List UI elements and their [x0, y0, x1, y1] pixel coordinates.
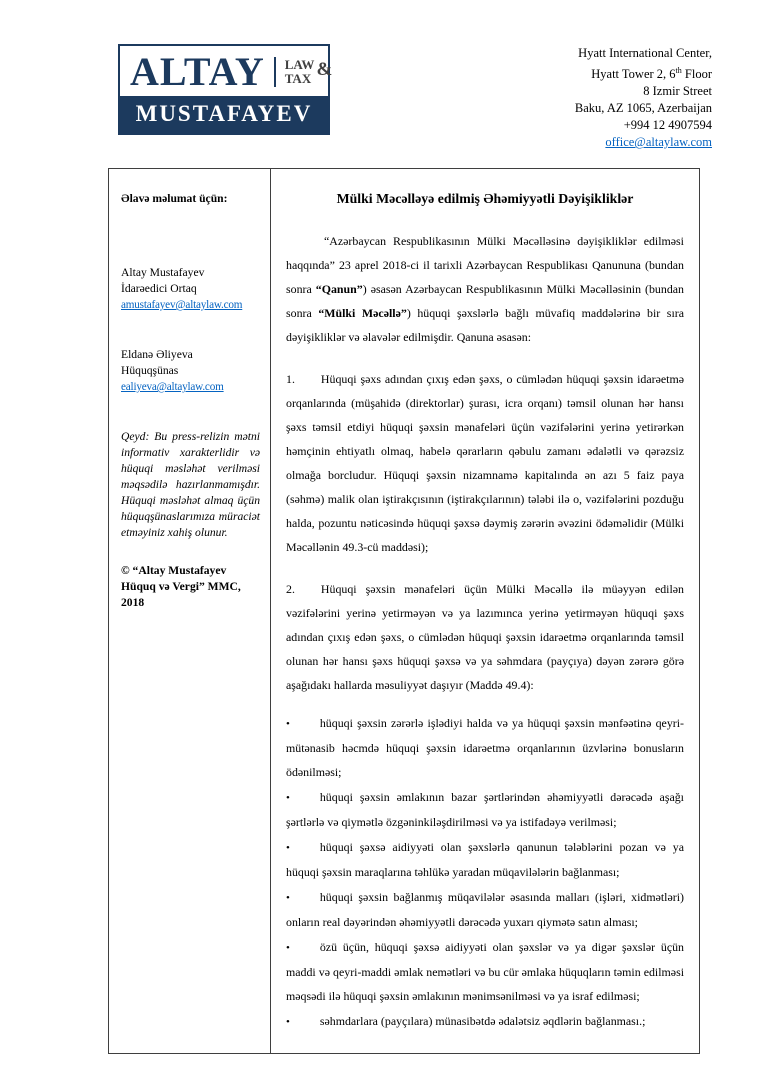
address-phone: +994 12 4907594 [623, 118, 712, 133]
contact-name: Altay Mustafayev [121, 266, 205, 279]
address-line-4: Baku, AZ 1065, Azerbaijan [574, 101, 712, 116]
logo-tax-text: TAX [284, 71, 312, 86]
article-title: Mülki Məcəlləyə edilmiş Əhəmiyyətli Dəyişikliklər [336, 191, 634, 206]
logo-ampersand: & [316, 59, 333, 80]
bullet-item [286, 785, 684, 834]
bullet-text: hüquqi şəxsin bağlanmış müqavilələr əsasında malları (işləri, xidmətləri) onların real dəyərindən əhəmiyyətli dərəcədə yuxarı qiymətə satın alması; [286, 890, 684, 929]
logo-top-row [120, 46, 333, 96]
contact-sidebar [109, 169, 271, 1053]
item-number: 1. [286, 372, 295, 386]
article-body [271, 169, 699, 1053]
contact-title: Hüquqşünas [121, 364, 179, 377]
intro-paragraph: “Azərbaycan Respublikasının Mülki Məcəlləsinə dəyişikliklər edilməsi haqqında” 23 aprel 2018-ci il tarixli Azərbaycan Respublikası Qanununa (bundan sonra “Qanun”) əsasən Azərbaycan Respublikasının Mülki Məcəlləsinin (bundan sonra “Mülki Məcəllə”) hüquqi şəxslərlə bağlı müvafiq maddələrinə bir sıra dəyişikliklər və əlavələr edilmişdir. Qanuna əsasən: [286, 234, 684, 344]
contact-email-link[interactable]: ealiyeva@altaylaw.com [121, 381, 224, 393]
numbered-item-1 [286, 367, 684, 559]
contact-name: Eldanə Əliyeva [121, 348, 193, 361]
bullet-icon: • [286, 1016, 290, 1028]
contact-title: İdarəedici Ortaq [121, 282, 197, 295]
bullet-icon: • [286, 718, 290, 730]
bullet-icon: • [286, 792, 290, 804]
address-line-1: Hyatt International Center, [578, 46, 712, 60]
logo-law-text: LAW [284, 57, 315, 72]
bullet-icon: • [286, 942, 290, 954]
item-text: Hüquqi şəxsin mənafeləri üçün Mülki Məcəllə ilə müəyyən edilən vəzifələrini yerinə yetirməyən və ya lazımınca yerinə yetirməyən hüquqi şəxs adından çıxış edən şəxs, o cümlədən hüquqi şəxsin idarəetmə orqanlarında təmsil olunan hər hansı şəxs hüquqi şəxsə və ya səhmdara (payçıya) dəyən zərərə görə aşağıdakı hallarda məsuliyyət daşıyır (Maddə 49.4): [286, 582, 684, 692]
address-line-2: Hyatt Tower 2, 6th Floor [591, 66, 712, 82]
bullet-text: hüquqi şəxsin əmlakının bazar şərtlərindən əhəmiyyətli dərəcədə aşağı şərtlərlə və qiymətlə özgəninkiləşdirilməsi və ya istifadəyə verilməsi; [286, 790, 684, 829]
bullet-item [286, 835, 684, 884]
disclaimer-note: Qeyd: Bu press-relizin mətni informativ xarakterlidir və hüquqi məsləhət verilməsi məqsədilə hazırlanmamışdır. Hüquqi məsləhət almaq üçün hüquqşünaslarımıza müraciət etməyiniz xahiş olunur. [121, 430, 260, 539]
copyright-notice: © “Altay Mustafayev Hüquq və Vergi” MMC, 2018 [121, 564, 241, 609]
logo-mustafayev-text: MUSTAFAYEV [120, 96, 328, 133]
contact-block-2 [121, 347, 260, 395]
item-text: Hüquqi şəxs adından çıxış edən şəxs, o cümlədən hüquqi şəxsin idarəetmə orqanlarında (müşahidə (direktorlar) şurası, icra orqanı) təmsil olunan hər hansı şəxs təmsil etdiyi hüquqi şəxsin mənafeləri üçün vəzifələrini yerinə yetirərkən həmçinin ehtiyatlı olmaq, habelə qərarların qəbulu zamanı ədalətli və qərəzsiz olmağa borcludur. Hüquqi şəxsin nizamnamə kapitalında ən azı 5 faiz paya (səhmə) malik olan iştirakçısının (iştirakçılarının) tələbi ilə o, vəzifələrini pozduğu halda, pozuntu nəticəsində hüquqi şəxsə dəymiş zərərin əvəzini ödəməlidir (Mülki Məcəllənin 49.3-cü maddəsi); [286, 372, 684, 554]
address-line-3: 8 Izmir Street [643, 84, 712, 99]
defined-term-qanun: “Qanun” [315, 282, 363, 296]
contact-email-link[interactable]: amustafayev@altaylaw.com [121, 299, 243, 311]
logo-altay-text: ALTAY [130, 49, 265, 94]
header-address [575, 45, 712, 151]
bullet-icon: • [286, 892, 290, 904]
bullet-item [286, 935, 684, 1008]
logo-lawtax-block [274, 57, 333, 87]
sidebar-heading: Əlavə məlumat üçün: [121, 192, 228, 205]
bullet-item [286, 885, 684, 934]
item-number: 2. [286, 582, 295, 596]
bullet-item [286, 711, 684, 784]
bullet-item [286, 1009, 684, 1034]
contact-block-1 [121, 265, 260, 313]
company-logo [118, 44, 333, 135]
bullet-icon: • [286, 842, 290, 854]
bullet-text: hüquqi şəxsə aidiyyəti olan şəxslərlə qanunun tələblərini pozan və ya hüquqi şəxsin maraqlarına təhlükə yaradan müqavilələrin bağlanması; [286, 840, 684, 879]
bullet-text: səhmdarlara (payçılara) münasibətdə ədalətsiz əqdlərin bağlanması.; [319, 1014, 646, 1028]
office-email-link[interactable]: office@altaylaw.com [605, 135, 712, 150]
press-release-table [108, 168, 700, 1054]
bullet-list [286, 711, 684, 1034]
bullet-text: özü üçün, hüquqi şəxsə aidiyyəti olan şəxslər və ya digər şəxslər üçün maddi və qeyri-maddi əmlak nemətləri və bu cür əmlaka hüquqların təmin edilməsi məqsədi ilə hüquqi şəxsin əmlakının mənimsənilməsi və ya israf edilməsi; [286, 940, 684, 1003]
bullet-text: hüquqi şəxsin zərərlə işlədiyi halda və ya hüquqi şəxsin mənfəətinə qeyri-mütənasib həcmdə hüquqi şəxsin idarəetmə orqanlarının üzvlərinə bonusların ödənilməsi; [286, 716, 684, 779]
defined-term-mulki-mecelle: “Mülki Məcəllə” [318, 306, 407, 320]
numbered-item-2 [286, 577, 684, 697]
